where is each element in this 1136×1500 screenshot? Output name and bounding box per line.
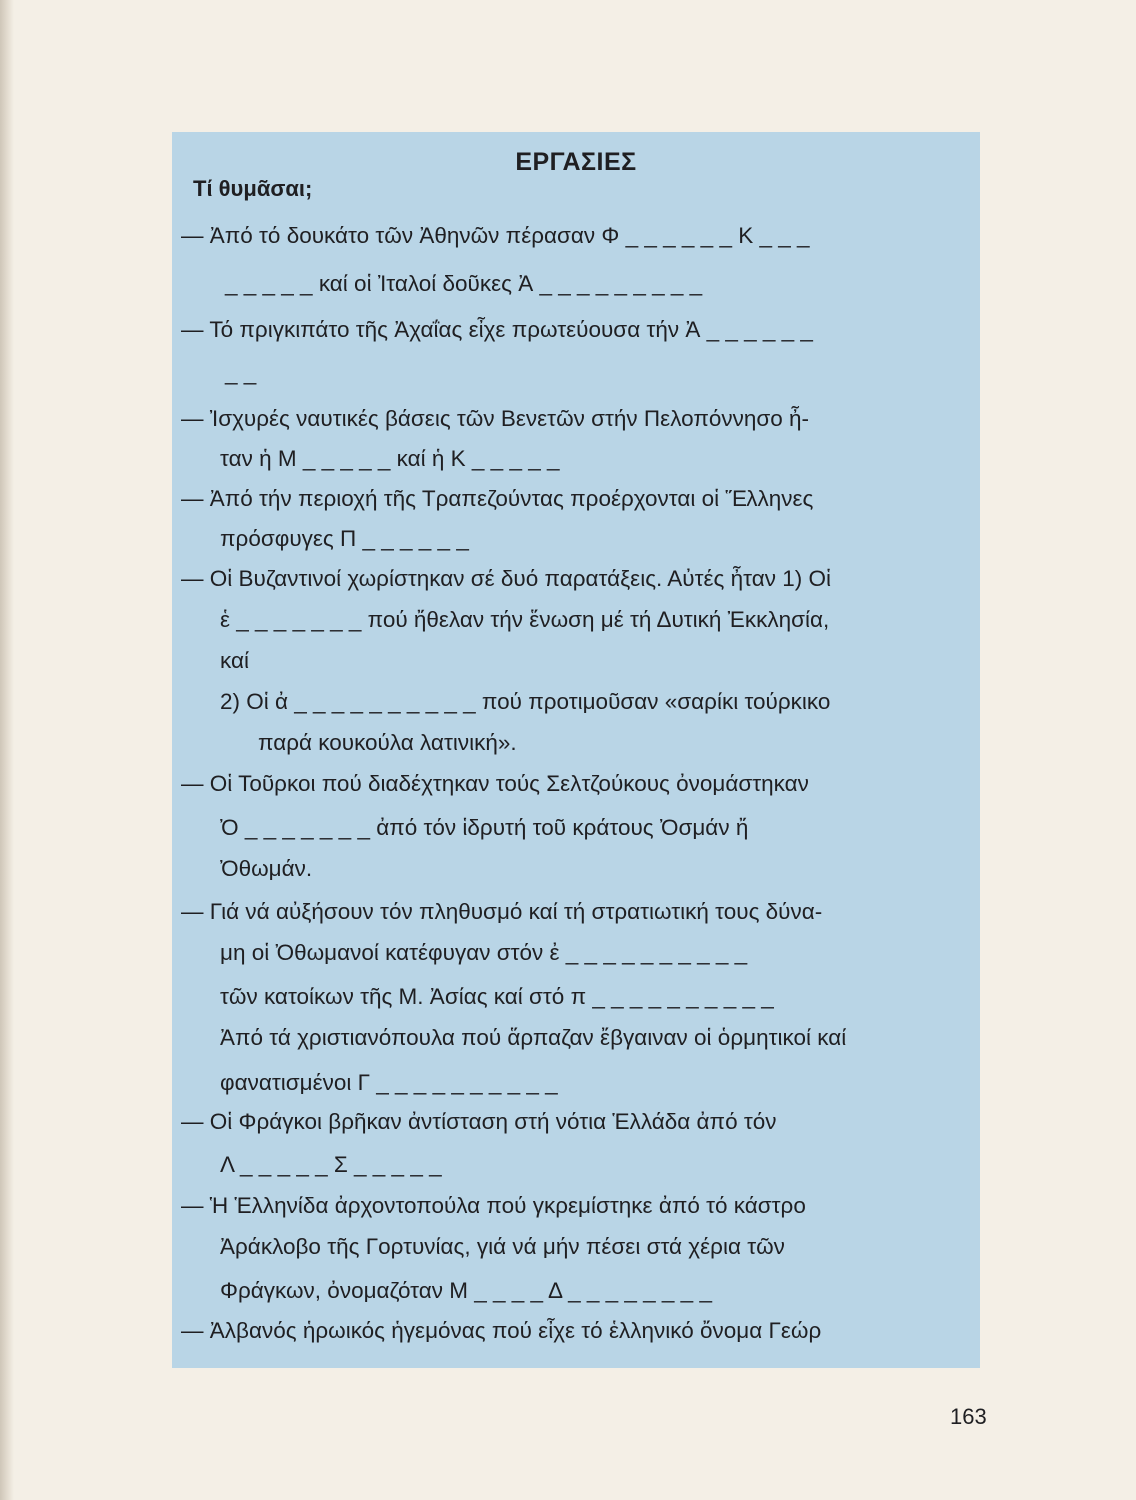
exercise-line-14: — Οἱ Τοῦρκοι πού διαδέχτηκαν τούς Σελτζούκους ὀνομάστηκαν (181, 771, 809, 796)
exercise-line-9: — Οἱ Βυζαντινοί χωρίστηκαν σέ δυό παρατάξεις. Αὐτές ἦταν 1) Οἱ (181, 566, 831, 591)
exercise-line-6: ταν ἡ Μ _ _ _ _ _ καί ἡ Κ _ _ _ _ _ (220, 446, 560, 471)
exercise-line-5: — Ἰσχυρές ναυτικές βάσεις τῶν Βενετῶν στήν Πελοπόννησο ἦ- (181, 406, 810, 431)
exercise-line-15: Ὀ _ _ _ _ _ _ _ ἀπό τόν ἱδρυτή τοῦ κράτους Ὀσμάν ἤ (220, 815, 749, 840)
exercise-line-24: — Ἡ Ἑλληνίδα ἀρχοντοπούλα πού γκρεμίστηκε ἀπό τό κάστρο (181, 1193, 806, 1218)
exercise-line-4: _ _ (225, 360, 257, 385)
exercise-line-22: — Οἱ Φράγκοι βρῆκαν ἀντίσταση στή νότια Ἑλλάδα ἀπό τόν (181, 1109, 777, 1134)
exercise-line-23: Λ _ _ _ _ _ Σ _ _ _ _ _ (220, 1152, 442, 1177)
exercise-line-21: φανατισμένοι Γ _ _ _ _ _ _ _ _ _ _ (220, 1070, 558, 1095)
section-subheading: Τί θυμᾶσαι; (193, 176, 313, 201)
exercise-line-13: παρά κουκούλα λατινική». (258, 730, 517, 755)
page-number: 163 (950, 1404, 987, 1429)
exercise-line-1: — Ἀπό τό δουκάτο τῶν Ἀθηνῶν πέρασαν Φ _ _ _ _ _ _ Κ _ _ _ (181, 223, 810, 248)
exercise-line-25: Ἀράκλοβο τῆς Γορτυνίας, γιά νά μήν πέσει στά χέρια τῶν (220, 1234, 785, 1259)
exercise-line-12: 2) Οἱ ἀ _ _ _ _ _ _ _ _ _ _ πού προτιμοῦσαν «σαρίκι τούρκικο (220, 689, 831, 714)
exercise-line-27: — Ἀλβανός ἡρωικός ἡγεμόνας πού εἶχε τό ἑλληνικό ὄνομα Γεώρ (181, 1318, 822, 1343)
exercise-line-8: πρόσφυγες Π _ _ _ _ _ _ (220, 526, 469, 551)
exercise-line-17: — Γιά νά αὐξήσουν τόν πληθυσμό καί τή στρατιωτική τους δύνα- (181, 899, 823, 924)
book-spine-shadow (0, 0, 14, 1500)
exercise-line-2: _ _ _ _ _ καί οἱ Ἰταλοί δοῦκες Ἀ _ _ _ _ _ _ _ _ _ (225, 271, 703, 296)
exercise-line-16: Ὀθωμάν. (220, 856, 313, 881)
exercise-line-19: τῶν κατοίκων τῆς Μ. Ἀσίας καί στό π _ _ _ _ _ _ _ _ _ _ (220, 984, 774, 1009)
exercise-line-11: καί (220, 648, 249, 673)
page-heading: ΕΡΓΑΣΙΕΣ (515, 148, 637, 176)
exercise-line-26: Φράγκων, ὀνομαζόταν Μ _ _ _ _ Δ _ _ _ _ _ _ _ _ (220, 1278, 712, 1303)
exercise-line-20: Ἀπό τά χριστιανόπουλα πού ἅρπαζαν ἔβγαιναν οἱ ὁρμητικοί καί (220, 1025, 847, 1050)
exercise-line-7: — Ἀπό τήν περιοχή τῆς Τραπεζούντας προέρχονται οἱ Ἕλληνες (181, 486, 814, 511)
exercise-panel (172, 132, 980, 1368)
exercise-line-18: μη οἱ Ὀθωμανοί κατέφυγαν στόν ἐ _ _ _ _ _ _ _ _ _ _ (220, 940, 748, 965)
exercise-line-10: ἑ _ _ _ _ _ _ _ πού ἤθελαν τήν ἕνωση μέ τή Δυτική Ἐκκλησία, (220, 607, 830, 632)
exercise-line-3: — Τό πριγκιπάτο τῆς Ἀχαΐας εἶχε πρωτεύουσα τήν Ἀ _ _ _ _ _ _ (181, 317, 813, 342)
